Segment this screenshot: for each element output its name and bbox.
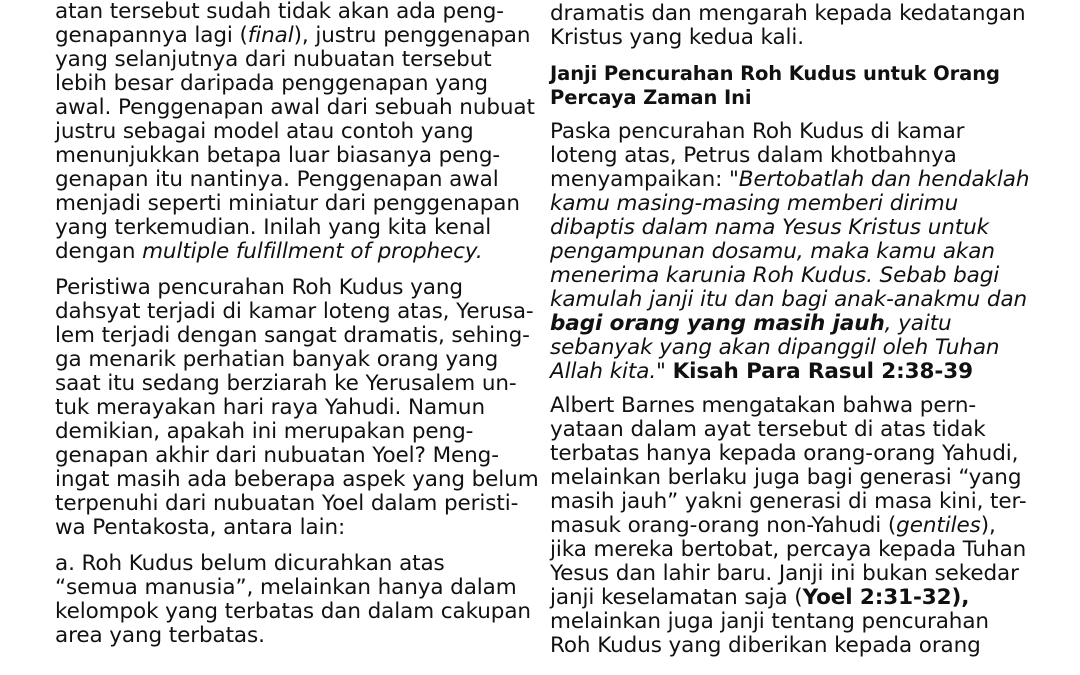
text-run: masih jauh” yakni generasi di masa kini, ter- [550,489,1027,514]
text-line [550,26,804,50]
text-run: wa Pentakosta, antara lain: [55,515,346,540]
text-run: atan tersebut sudah tidak akan ada peng- [55,0,504,24]
text-run: terbatas hanya kepada orang-orang Yahudi, [550,441,1019,466]
text-line [55,444,499,468]
text-run: kamulah janji itu dan bagi anak-anakmu dan [550,287,1028,312]
text-run: Roh Kudus yang diberikan kepada orang [550,633,981,658]
text-line [550,538,1026,562]
text-run: saat itu sedang berziarah ke Yerusalem un- [55,371,517,396]
text-run: melainkan juga janji tentang pencurahan [550,609,989,634]
text-run: Yesus dan lahir baru. Janji ini bukan sekedar [550,561,1019,586]
text-line [55,48,492,72]
text-run: loteng atas, Petrus dalam khotbahnya [550,143,957,168]
text-run: yang terkemudian. Inilah yang kita kenal [55,215,492,240]
text-run: “semua manusia”, melainkan hanya dalam [55,575,517,600]
text-line [550,514,996,538]
text-line [550,2,1026,26]
text-line [55,72,488,96]
text-line [550,586,969,610]
text-run: dramatis dan mengarah kepada kedatangan [550,1,1026,26]
text-run: janji keselamatan saja ( [550,585,803,610]
text-line [550,62,1000,86]
text-line [55,624,265,648]
text-line [550,86,751,110]
text-line [55,0,504,24]
text-line [550,610,989,634]
text-line [550,490,1027,514]
text-line [55,24,530,48]
text-line [55,372,517,396]
text-run: awal. Penggenapan awal dari sebuah nubuat [55,95,535,120]
text-run: menjadi seperti miniatur dari penggenapan [55,191,520,216]
text-line [550,418,986,442]
text-run: dengan [55,239,143,264]
text-run: Peristiwa pencurahan Roh Kudus yang [55,275,463,300]
text-run: , yaitu [884,311,952,336]
text-line [55,600,531,624]
text-run: Kisah Para Rasul 2:38-39 [672,359,973,384]
text-run: yataan dalam ayat tersebut di atas tidak [550,417,986,442]
text-run: demikian, apakah ini merupakan peng- [55,419,474,444]
text-line [550,120,964,144]
text-run: genapan itu nantinya. Penggenapan awal [55,167,499,192]
text-line [550,634,981,658]
text-line [550,240,995,264]
text-run: final [247,23,294,48]
text-run: jika mereka bertobat, percaya kepada Tuhan [550,537,1027,562]
text-run: masuk orang-orang non-Yahudi ( [550,513,897,538]
text-run: Kristus yang kedua kali. [550,25,805,50]
text-run: genapan akhir dari nubuatan Yoel? Meng- [55,443,499,468]
text-line [55,552,445,576]
text-line [55,576,517,600]
text-run: multiple fulfillment of prophecy. [142,239,483,264]
text-run: menunjukkan betapa luar biasanya peng- [55,143,501,168]
text-line [550,168,1029,192]
text-run: Allah kita." [550,359,666,384]
text-run: area yang terbatas. [55,623,265,648]
text-run: ), justru penggenapan [293,23,531,48]
text-line [55,240,483,264]
text-run: ingat masih ada beberapa aspek yang belum [55,467,539,492]
text-line [55,300,534,324]
text-run: Albert Barnes mengatakan bahwa pern- [550,393,977,418]
text-line [550,216,989,240]
text-line [55,492,518,516]
text-run: bagi orang yang masih jauh [550,311,885,336]
text-run: dibaptis dalam nama Yesus Kristus untuk [550,215,989,240]
text-line [55,324,530,348]
text-run: menyampaikan: [550,167,729,192]
text-line [55,276,463,300]
text-run: menerima karunia Roh Kudus. Sebab bagi [550,263,1000,288]
text-run: ga menarik perhatian banyak orang yang [55,347,499,372]
text-line [550,312,952,336]
text-line [55,420,473,444]
text-line [550,394,976,418]
text-line [550,192,958,216]
text-run: Paska pencurahan Roh Kudus di kamar [550,119,965,144]
text-run: a. Roh Kudus belum dicurahkan atas [55,551,445,576]
text-run: terpenuhi dari nubuatan Yoel dalam peristi- [55,491,519,516]
section-heading: Percaya Zaman Ini [550,86,752,109]
text-line [55,192,520,216]
text-run: lebih besar daripada penggenapan yang [55,71,488,96]
text-line [55,96,535,120]
text-line [55,396,485,420]
text-line [550,264,999,288]
text-run: kelompok yang terbatas dan dalam cakupan [55,599,531,624]
text-run: dahsyat terjadi di kamar loteng atas, Yerusa- [55,299,534,324]
text-line [55,168,499,192]
section-heading: Janji Pencurahan Roh Kudus untuk Orang [550,62,1000,85]
text-run: gentiles [896,513,981,538]
text-line [55,516,345,540]
text-line [55,144,500,168]
text-line [55,216,491,240]
text-run: justru sebagai model atau contoh yang [55,119,474,144]
text-line [550,144,957,168]
text-line [550,336,999,360]
text-run: Yoel 2:31-32), [802,585,970,610]
text-run: kamu masing-masing memberi dirimu [550,191,959,216]
text-line [550,442,1018,466]
text-line [55,120,474,144]
text-run: lem terjadi dengan sangat dramatis, sehing- [55,323,530,348]
text-run: tuk merayakan hari raya Yahudi. Namun [55,395,485,420]
text-run: sebanyak yang akan dipanggil oleh Tuhan [550,335,1000,360]
text-line [550,360,973,384]
text-line [550,288,1027,312]
text-line [550,562,1019,586]
text-run [666,359,673,384]
text-line [55,468,539,492]
text-line [55,348,498,372]
text-run: yang selanjutnya dari nubuatan tersebut [55,47,492,72]
text-run: melainkan berlaku juga bagi generasi “yang [550,465,1022,490]
text-run: "Bertobatlah dan hendaklah [729,167,1030,192]
text-run: genapannya lagi ( [55,23,248,48]
text-run: ), [980,513,996,538]
text-run: pengampunan dosamu, maka kamu akan [550,239,995,264]
text-line [550,466,1021,490]
